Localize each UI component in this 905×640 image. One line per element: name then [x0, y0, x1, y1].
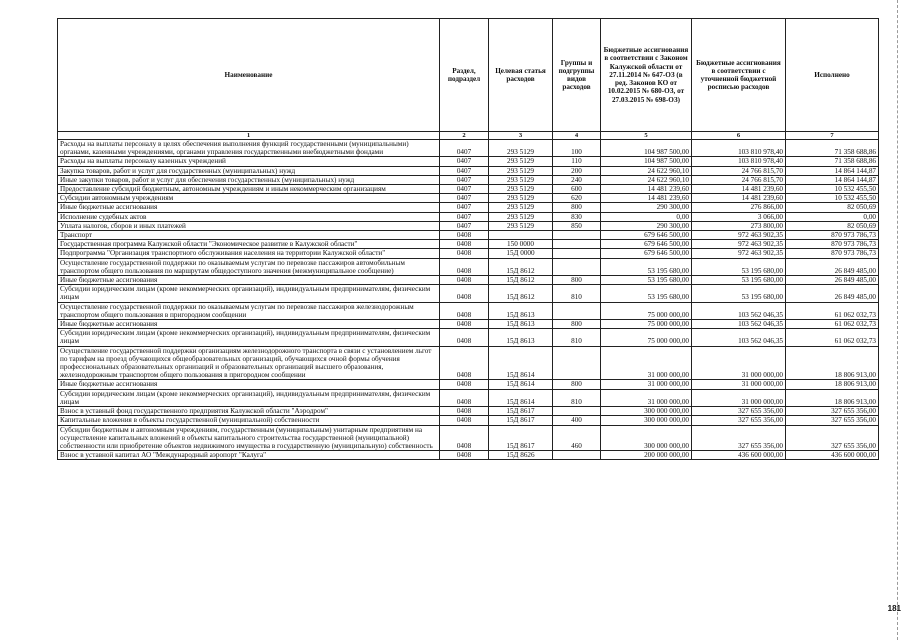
- row-executed-cell: 18 806 913,00: [786, 389, 879, 406]
- row-budget-law-cell: 300 000 000,00: [601, 425, 692, 451]
- row-target-cell: 15Д 8613: [489, 320, 553, 329]
- row-budget-law-cell: 24 622 960,10: [601, 175, 692, 184]
- row-group-cell: 620: [553, 194, 601, 203]
- row-budget-law-cell: 290 300,00: [601, 203, 692, 212]
- table-row: [58, 185, 879, 194]
- row-section-cell: 0408: [440, 329, 489, 346]
- row-group-cell: 200: [553, 166, 601, 175]
- row-target-cell: 293 5129: [489, 221, 553, 230]
- row-budget-list-cell: 103 562 046,35: [692, 329, 786, 346]
- table-row: [58, 407, 879, 416]
- row-target-cell: 15Д 8612: [489, 258, 553, 275]
- row-target-cell: 15Д 8613: [489, 302, 553, 319]
- row-budget-list-cell: 103 810 978,40: [692, 157, 786, 166]
- table-row: [58, 285, 879, 302]
- row-executed-cell: 61 062 032,73: [786, 302, 879, 319]
- row-group-cell: [553, 249, 601, 258]
- row-section-cell: 0408: [440, 285, 489, 302]
- table-row: [58, 302, 879, 319]
- table-row: [58, 425, 879, 451]
- row-budget-law-cell: 300 000 000,00: [601, 416, 692, 425]
- table-row: [58, 329, 879, 346]
- header-row: [58, 19, 879, 132]
- row-budget-list-cell: 53 195 680,00: [692, 276, 786, 285]
- row-budget-law-cell: 679 646 500,00: [601, 249, 692, 258]
- row-target-cell: 15Д 8617: [489, 416, 553, 425]
- row-group-cell: 460: [553, 425, 601, 451]
- row-target-cell: 293 5129: [489, 157, 553, 166]
- col-header-budget-law: Бюджетные ассигнования в соответствии с Законом Калужской области от 27.11.2014 № 647-ОЗ (в ред. Законов КО от 10.02.2015 № 680-ОЗ, от 27.03.2015 № 698-ОЗ): [601, 19, 692, 132]
- row-target-cell: 293 5129: [489, 185, 553, 194]
- row-executed-cell: 870 973 786,73: [786, 231, 879, 240]
- row-target-cell: 15Д 8617: [489, 407, 553, 416]
- table-row: [58, 231, 879, 240]
- table-row: [58, 346, 879, 380]
- page-number: 181: [887, 604, 901, 613]
- row-target-cell: 293 5129: [489, 194, 553, 203]
- row-group-cell: 810: [553, 285, 601, 302]
- table-row: [58, 140, 879, 157]
- page-edge-divider: [897, 0, 899, 640]
- row-group-cell: 100: [553, 140, 601, 157]
- row-name-cell: Закупка товаров, работ и услуг для государственных (муниципальных) нужд: [58, 166, 440, 175]
- row-budget-law-cell: 679 646 500,00: [601, 231, 692, 240]
- row-executed-cell: 327 655 356,00: [786, 425, 879, 451]
- col-number: 1: [58, 132, 440, 140]
- row-budget-list-cell: 436 600 000,00: [692, 451, 786, 460]
- row-budget-law-cell: 200 000 000,00: [601, 451, 692, 460]
- col-header-section: Раздел, подраздел: [440, 19, 489, 132]
- row-group-cell: 810: [553, 329, 601, 346]
- row-section-cell: 0408: [440, 346, 489, 380]
- row-budget-law-cell: 290 300,00: [601, 221, 692, 230]
- row-target-cell: 293 5129: [489, 166, 553, 175]
- row-section-cell: 0408: [440, 451, 489, 460]
- table-row: [58, 203, 879, 212]
- row-group-cell: 800: [553, 320, 601, 329]
- row-group-cell: 800: [553, 203, 601, 212]
- row-executed-cell: 10 532 455,50: [786, 194, 879, 203]
- row-group-cell: [553, 302, 601, 319]
- row-group-cell: 800: [553, 276, 601, 285]
- row-executed-cell: 26 849 485,00: [786, 276, 879, 285]
- row-budget-law-cell: 14 481 239,60: [601, 185, 692, 194]
- table-row: [58, 157, 879, 166]
- row-name-cell: Иные бюджетные ассигнования: [58, 203, 440, 212]
- table-row: [58, 389, 879, 406]
- row-name-cell: Субсидии автономным учреждениям: [58, 194, 440, 203]
- row-group-cell: 400: [553, 416, 601, 425]
- row-executed-cell: 82 050,69: [786, 203, 879, 212]
- row-executed-cell: 14 864 144,87: [786, 166, 879, 175]
- row-budget-list-cell: 53 195 680,00: [692, 258, 786, 275]
- table-row: [58, 258, 879, 275]
- row-name-cell: Взнос в уставный фонд государственного предприятия Калужской области "Аэродром": [58, 407, 440, 416]
- table-row: [58, 320, 879, 329]
- col-number: 2: [440, 132, 489, 140]
- table-row: [58, 175, 879, 184]
- row-target-cell: 15Д 8613: [489, 329, 553, 346]
- row-name-cell: Подпрограмма "Организация транспортного обслуживания населения на территории Калужской области": [58, 249, 440, 258]
- row-section-cell: 0408: [440, 380, 489, 389]
- row-budget-list-cell: 276 866,00: [692, 203, 786, 212]
- budget-table: [57, 18, 879, 460]
- row-budget-list-cell: 103 810 978,40: [692, 140, 786, 157]
- col-number: 6: [692, 132, 786, 140]
- table-body: [58, 140, 879, 460]
- row-name-cell: Расходы на выплаты персоналу в целях обеспечения выполнения функций государственными (муниципальными) органами, казенными учреждениями, органами управления государственными внебюджетными фондами: [58, 140, 440, 157]
- row-name-cell: Исполнение судебных актов: [58, 212, 440, 221]
- row-budget-list-cell: 31 000 000,00: [692, 346, 786, 380]
- row-name-cell: Государственная программа Калужской области "Экономическое развитие в Калужской области": [58, 240, 440, 249]
- row-target-cell: 15Д 8612: [489, 285, 553, 302]
- row-group-cell: 850: [553, 221, 601, 230]
- row-budget-list-cell: 327 655 356,00: [692, 416, 786, 425]
- row-budget-law-cell: 53 195 680,00: [601, 276, 692, 285]
- table-row: [58, 276, 879, 285]
- row-section-cell: 0408: [440, 320, 489, 329]
- row-budget-law-cell: 679 646 500,00: [601, 240, 692, 249]
- col-number: 7: [786, 132, 879, 140]
- row-executed-cell: 870 973 786,73: [786, 240, 879, 249]
- row-budget-law-cell: 0,00: [601, 212, 692, 221]
- row-budget-law-cell: 300 000 000,00: [601, 407, 692, 416]
- row-budget-list-cell: 103 562 046,35: [692, 302, 786, 319]
- row-group-cell: 800: [553, 380, 601, 389]
- col-header-target: Целевая статья расходов: [489, 19, 553, 132]
- row-section-cell: 0408: [440, 249, 489, 258]
- row-name-cell: Капитальные вложения в объекты государственной (муниципальной) собственности: [58, 416, 440, 425]
- row-budget-law-cell: 75 000 000,00: [601, 302, 692, 319]
- row-budget-list-cell: 103 562 046,35: [692, 320, 786, 329]
- row-budget-list-cell: 14 481 239,60: [692, 185, 786, 194]
- row-budget-list-cell: 31 000 000,00: [692, 380, 786, 389]
- row-group-cell: [553, 451, 601, 460]
- row-executed-cell: 26 849 485,00: [786, 258, 879, 275]
- row-executed-cell: 436 600 000,00: [786, 451, 879, 460]
- row-name-cell: Субсидии юридическим лицам (кроме некоммерческих организаций), индивидуальным предпринимателям, физическим лицам: [58, 329, 440, 346]
- row-section-cell: 0408: [440, 416, 489, 425]
- table-row: [58, 221, 879, 230]
- row-section-cell: 0408: [440, 302, 489, 319]
- row-section-cell: 0407: [440, 221, 489, 230]
- row-name-cell: Иные закупки товаров, работ и услуг для обеспечения государственных (муниципальных) нужд: [58, 175, 440, 184]
- row-budget-law-cell: 53 195 680,00: [601, 258, 692, 275]
- row-executed-cell: 870 973 786,73: [786, 249, 879, 258]
- row-group-cell: 810: [553, 389, 601, 406]
- row-section-cell: 0407: [440, 175, 489, 184]
- row-name-cell: Расходы на выплаты персоналу казенных учреждений: [58, 157, 440, 166]
- row-executed-cell: 26 849 485,00: [786, 285, 879, 302]
- row-target-cell: 15Д 8614: [489, 346, 553, 380]
- row-name-cell: Иные бюджетные ассигнования: [58, 380, 440, 389]
- col-number: 4: [553, 132, 601, 140]
- row-name-cell: Взнос в уставной капитал АО "Международный аэропорт "Калуга": [58, 451, 440, 460]
- row-budget-law-cell: 104 987 500,00: [601, 157, 692, 166]
- row-section-cell: 0407: [440, 157, 489, 166]
- row-group-cell: 600: [553, 185, 601, 194]
- row-executed-cell: 71 358 688,86: [786, 140, 879, 157]
- row-budget-law-cell: 75 000 000,00: [601, 320, 692, 329]
- row-name-cell: Субсидии юридическим лицам (кроме некоммерческих организаций), индивидуальным предпринимателям, физическим лицам: [58, 285, 440, 302]
- row-executed-cell: 327 655 356,00: [786, 407, 879, 416]
- row-budget-list-cell: 31 000 000,00: [692, 389, 786, 406]
- row-budget-list-cell: 972 463 902,35: [692, 249, 786, 258]
- row-executed-cell: 71 358 688,86: [786, 157, 879, 166]
- row-budget-law-cell: 31 000 000,00: [601, 346, 692, 380]
- row-name-cell: Иные бюджетные ассигнования: [58, 320, 440, 329]
- row-executed-cell: 327 655 356,00: [786, 416, 879, 425]
- table-row: [58, 194, 879, 203]
- table-row: [58, 166, 879, 175]
- row-target-cell: 15Д 8626: [489, 451, 553, 460]
- row-target-cell: 15Д 8614: [489, 389, 553, 406]
- table-row: [58, 416, 879, 425]
- row-name-cell: Осуществление государственной поддержки по оказываемым услугам по перевозке пассажиров железнодорожным транспортом общего пользования в пригородном сообщении: [58, 302, 440, 319]
- row-section-cell: 0408: [440, 389, 489, 406]
- col-number: 5: [601, 132, 692, 140]
- row-budget-law-cell: 53 195 680,00: [601, 285, 692, 302]
- row-name-cell: Осуществление государственной поддержки по оказываемым услугам по перевозке пассажиров автомобильным транспортом общего пользования по маршрутам общедоступного значения (межмуниципальное сообщение): [58, 258, 440, 275]
- row-budget-law-cell: 24 622 960,10: [601, 166, 692, 175]
- row-budget-list-cell: 327 655 356,00: [692, 425, 786, 451]
- row-group-cell: 830: [553, 212, 601, 221]
- row-section-cell: 0408: [440, 276, 489, 285]
- row-name-cell: Предоставление субсидий бюджетным, автономным учреждениям и иным некоммерческим организациям: [58, 185, 440, 194]
- row-section-cell: 0408: [440, 231, 489, 240]
- table-row: [58, 451, 879, 460]
- row-name-cell: Иные бюджетные ассигнования: [58, 276, 440, 285]
- row-budget-list-cell: 14 481 239,60: [692, 194, 786, 203]
- row-section-cell: 0407: [440, 166, 489, 175]
- row-target-cell: 293 5129: [489, 175, 553, 184]
- row-group-cell: [553, 346, 601, 380]
- row-section-cell: 0407: [440, 185, 489, 194]
- row-name-cell: Осуществление государственной поддержки организациям железнодорожного транспорта в связи с установлением льгот по тарифам на проезд обучающихся общеобразовательных организаций, обучающихся очной формы обучения профессиональных образовательных организаций и образовательных организаций высшего образования, железнодорожным транспортом общего пользования в пригородном сообщении: [58, 346, 440, 380]
- row-group-cell: [553, 407, 601, 416]
- row-group-cell: 240: [553, 175, 601, 184]
- table-row: [58, 212, 879, 221]
- row-executed-cell: 18 806 913,00: [786, 380, 879, 389]
- row-budget-list-cell: 53 195 680,00: [692, 285, 786, 302]
- row-budget-list-cell: 972 463 902,35: [692, 240, 786, 249]
- table-row: [58, 249, 879, 258]
- table-row: [58, 240, 879, 249]
- col-header-executed: Исполнено: [786, 19, 879, 132]
- row-budget-law-cell: 31 000 000,00: [601, 389, 692, 406]
- row-section-cell: 0407: [440, 203, 489, 212]
- table-row: [58, 380, 879, 389]
- row-budget-law-cell: 75 000 000,00: [601, 329, 692, 346]
- col-header-name: Наименование: [58, 19, 440, 132]
- row-section-cell: 0408: [440, 240, 489, 249]
- col-header-group: Группы и подгруппы видов расходов: [553, 19, 601, 132]
- row-executed-cell: 82 050,69: [786, 221, 879, 230]
- row-budget-list-cell: 3 066,00: [692, 212, 786, 221]
- row-target-cell: 293 5129: [489, 212, 553, 221]
- row-target-cell: 15Д 8617: [489, 425, 553, 451]
- row-section-cell: 0407: [440, 140, 489, 157]
- row-executed-cell: 0,00: [786, 212, 879, 221]
- row-budget-law-cell: 31 000 000,00: [601, 380, 692, 389]
- row-name-cell: Транспорт: [58, 231, 440, 240]
- row-budget-list-cell: 972 463 902,35: [692, 231, 786, 240]
- row-section-cell: 0408: [440, 407, 489, 416]
- row-name-cell: Субсидии бюджетным и автономным учреждениям, государственным (муниципальным) унитарным предприятиям на осуществление капитальных вложений в объекты капитального строительства государственной (муниципальной) собственности или приобретение объектов недвижимого имущества в государственную (муниципальную) собственность: [58, 425, 440, 451]
- row-section-cell: 0407: [440, 194, 489, 203]
- row-executed-cell: 61 062 032,73: [786, 329, 879, 346]
- row-executed-cell: 18 806 913,00: [786, 346, 879, 380]
- column-number-row: [58, 132, 879, 140]
- row-target-cell: 150 0000: [489, 240, 553, 249]
- col-number: 3: [489, 132, 553, 140]
- row-budget-law-cell: 14 481 239,60: [601, 194, 692, 203]
- row-budget-law-cell: 104 987 500,00: [601, 140, 692, 157]
- row-group-cell: 110: [553, 157, 601, 166]
- row-budget-list-cell: 24 766 815,70: [692, 166, 786, 175]
- row-section-cell: 0408: [440, 425, 489, 451]
- row-budget-list-cell: 327 655 356,00: [692, 407, 786, 416]
- row-target-cell: [489, 231, 553, 240]
- row-group-cell: [553, 258, 601, 275]
- row-executed-cell: 14 864 144,87: [786, 175, 879, 184]
- row-target-cell: 15Д 8612: [489, 276, 553, 285]
- row-group-cell: [553, 240, 601, 249]
- row-target-cell: 293 5129: [489, 140, 553, 157]
- row-section-cell: 0408: [440, 258, 489, 275]
- row-budget-list-cell: 24 766 815,70: [692, 175, 786, 184]
- row-target-cell: 293 5129: [489, 203, 553, 212]
- row-budget-list-cell: 273 800,00: [692, 221, 786, 230]
- row-name-cell: Субсидии юридическим лицам (кроме некоммерческих организаций), индивидуальным предпринимателям, физическим лицам: [58, 389, 440, 406]
- row-name-cell: Уплата налогов, сборов и иных платежей: [58, 221, 440, 230]
- col-header-budget-list: Бюджетные ассигнования в соответствии с уточненной бюджетной росписью расходов: [692, 19, 786, 132]
- row-section-cell: 0407: [440, 212, 489, 221]
- row-target-cell: 15Д 0000: [489, 249, 553, 258]
- row-group-cell: [553, 231, 601, 240]
- row-target-cell: 15Д 8614: [489, 380, 553, 389]
- row-executed-cell: 61 062 032,73: [786, 320, 879, 329]
- row-executed-cell: 10 532 455,50: [786, 185, 879, 194]
